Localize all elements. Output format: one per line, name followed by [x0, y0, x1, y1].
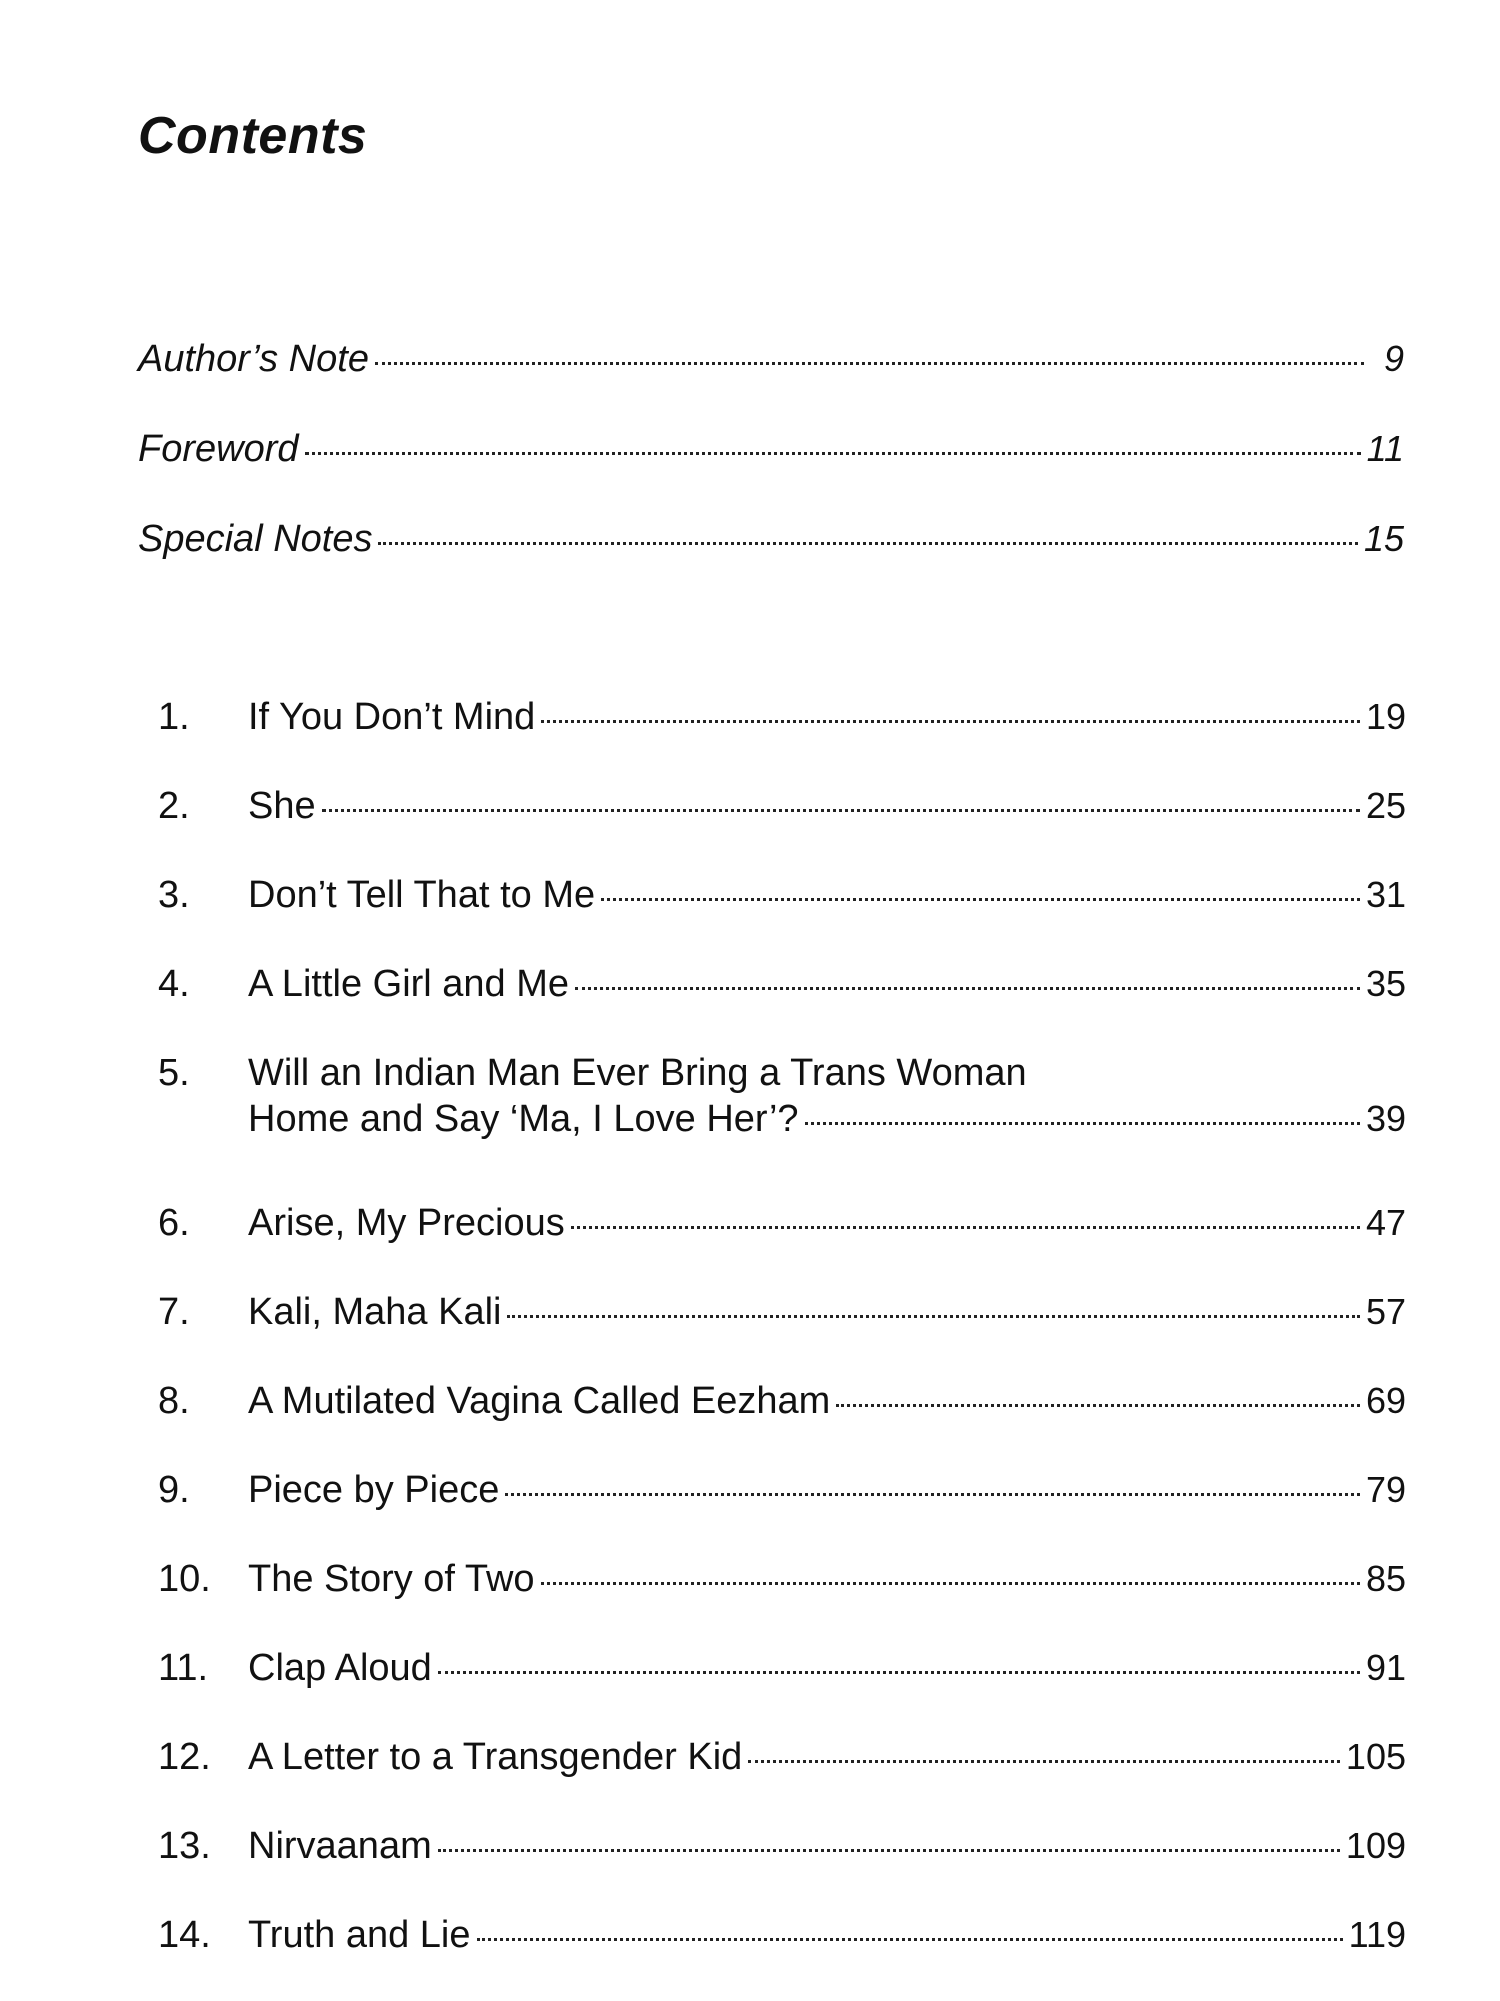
toc-entry-chapter-13[interactable]	[150, 1823, 1406, 1912]
toc-page-number: 35	[1365, 963, 1406, 1004]
chapter-number: 3.	[158, 874, 190, 916]
chapter-title: Nirvaanam	[248, 1825, 432, 1867]
toc-entry-chapter-1[interactable]	[150, 694, 1406, 783]
toc-page-number: 9	[1383, 338, 1404, 379]
chapter-title: Don’t Tell That to Me	[248, 874, 596, 916]
chapter-title-line-1: Will an Indian Man Ever Bring a Trans Woman	[248, 1052, 1027, 1094]
toc-page-number: 109	[1345, 1825, 1406, 1866]
toc-page-number: 91	[1365, 1647, 1406, 1688]
chapter-title: A Letter to a Transgender Kid	[248, 1736, 743, 1778]
toc-page-number: 57	[1365, 1291, 1406, 1332]
toc-page-number: 39	[1365, 1098, 1406, 1139]
toc-page-number: 119	[1348, 1914, 1406, 1955]
chapter-number: 2.	[158, 785, 190, 827]
dot-leader	[541, 720, 1360, 723]
toc-entry-chapter-14[interactable]	[150, 1912, 1406, 2001]
dot-leader	[836, 1404, 1360, 1407]
toc-entry-authors-note[interactable]	[138, 336, 1404, 426]
chapter-number: 1.	[158, 696, 190, 738]
dot-leader	[541, 1582, 1360, 1585]
chapter-number: 4.	[158, 963, 190, 1005]
front-matter-list	[138, 336, 1404, 606]
chapter-list	[150, 694, 1406, 2001]
toc-page-number: 105	[1345, 1736, 1406, 1777]
toc-entry-chapter-11[interactable]	[150, 1645, 1406, 1734]
toc-entry-label: Foreword	[138, 428, 299, 470]
chapter-number: 8.	[158, 1380, 190, 1422]
toc-entry-chapter-8[interactable]	[150, 1378, 1406, 1467]
toc-entry-chapter-12[interactable]	[150, 1734, 1406, 1823]
toc-entry-chapter-10[interactable]	[150, 1556, 1406, 1645]
toc-entry-foreword[interactable]	[138, 426, 1404, 516]
chapter-title: The Story of Two	[248, 1558, 535, 1600]
dot-leader	[375, 362, 1364, 365]
chapter-title: Truth and Lie	[248, 1914, 471, 1956]
dot-leader	[507, 1315, 1359, 1318]
dot-leader	[805, 1122, 1360, 1125]
toc-entry-chapter-5[interactable]	[150, 1050, 1406, 1200]
dot-leader	[601, 898, 1360, 901]
toc-entry-chapter-7[interactable]	[150, 1289, 1406, 1378]
toc-entry-chapter-6[interactable]	[150, 1200, 1406, 1289]
chapter-number: 13.	[158, 1825, 211, 1867]
chapter-title: If You Don’t Mind	[248, 696, 536, 738]
toc-page-number: 79	[1365, 1469, 1406, 1510]
toc-page-number: 31	[1365, 874, 1406, 915]
chapter-number: 12.	[158, 1736, 211, 1778]
chapter-number: 10.	[158, 1558, 211, 1600]
toc-entry-chapter-9[interactable]	[150, 1467, 1406, 1556]
chapter-title: Arise, My Precious	[248, 1202, 565, 1244]
chapter-title: She	[248, 785, 316, 827]
toc-page-number: 47	[1365, 1202, 1406, 1243]
dot-leader	[438, 1671, 1360, 1674]
dot-leader	[571, 1226, 1360, 1229]
dot-leader	[575, 987, 1360, 990]
chapter-number: 9.	[158, 1469, 190, 1511]
toc-entry-label: Author’s Note	[138, 338, 369, 380]
chapter-title: Clap Aloud	[248, 1647, 432, 1689]
toc-entry-chapter-4[interactable]	[150, 961, 1406, 1050]
toc-page-number: 25	[1365, 785, 1406, 826]
chapter-title-block	[248, 1050, 1406, 1142]
toc-entry-label: Special Notes	[138, 518, 373, 560]
chapter-title: Kali, Maha Kali	[248, 1291, 502, 1333]
dot-leader	[305, 452, 1361, 455]
toc-entry-chapter-3[interactable]	[150, 872, 1406, 961]
chapter-title: A Little Girl and Me	[248, 963, 570, 1005]
toc-page-number: 69	[1365, 1380, 1406, 1421]
chapter-title-line-2-row	[248, 1096, 1406, 1142]
chapter-number: 6.	[158, 1202, 190, 1244]
toc-page-number: 15	[1363, 518, 1404, 559]
dot-leader	[378, 542, 1357, 545]
chapter-title: A Mutilated Vagina Called Eezham	[248, 1380, 831, 1422]
chapter-title: Piece by Piece	[248, 1469, 500, 1511]
toc-page-number: 85	[1365, 1558, 1406, 1599]
chapter-number: 7.	[158, 1291, 190, 1333]
toc-entry-special-notes[interactable]	[138, 516, 1404, 606]
chapter-number: 5.	[158, 1052, 190, 1094]
toc-entry-chapter-2[interactable]	[150, 783, 1406, 872]
chapter-title-line-2: Home and Say ‘Ma, I Love Her’?	[248, 1098, 799, 1140]
page-title: Contents	[138, 107, 368, 165]
toc-page-number: 19	[1365, 696, 1406, 737]
dot-leader	[438, 1849, 1340, 1852]
dot-leader	[477, 1938, 1343, 1941]
dot-leader	[322, 809, 1360, 812]
chapter-number: 11.	[158, 1647, 209, 1689]
dot-leader	[748, 1760, 1340, 1763]
chapter-number: 14.	[158, 1914, 211, 1956]
toc-page-number: 11	[1366, 428, 1404, 469]
dot-leader	[505, 1493, 1360, 1496]
